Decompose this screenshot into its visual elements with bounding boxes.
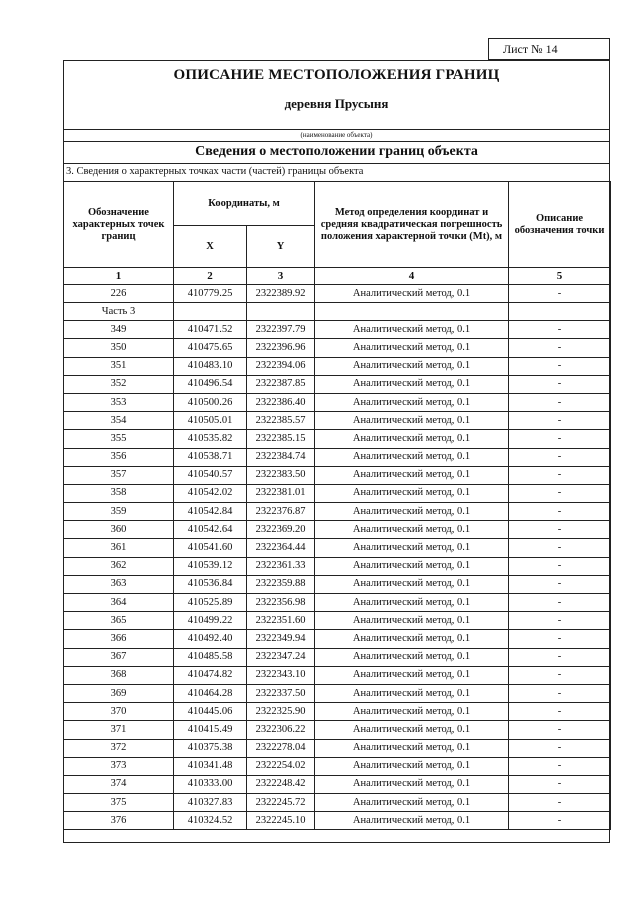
point-cell: 356 (64, 448, 174, 466)
table-row (64, 539, 611, 557)
point-cell: 350 (64, 339, 174, 357)
x-cell: 410540.57 (174, 466, 247, 484)
y-cell: 2322337.50 (247, 684, 315, 702)
method-cell: Аналитический метод, 0.1 (315, 357, 509, 375)
desc-cell: - (509, 321, 611, 339)
col-x-header: X (174, 226, 247, 268)
point-cell: 373 (64, 757, 174, 775)
desc-cell: - (509, 339, 611, 357)
desc-cell: - (509, 794, 611, 812)
desc-cell: - (509, 648, 611, 666)
y-cell: 2322397.79 (247, 321, 315, 339)
y-cell: 2322389.92 (247, 285, 315, 303)
point-cell: 358 (64, 484, 174, 502)
table-row (64, 684, 611, 702)
y-cell: 2322387.85 (247, 375, 315, 393)
table-row (64, 703, 611, 721)
desc-cell: - (509, 575, 611, 593)
table-row (64, 630, 611, 648)
col-point-header: Обозначение характерных точек границ (64, 182, 174, 268)
method-cell: Аналитический метод, 0.1 (315, 412, 509, 430)
x-cell: 410536.84 (174, 575, 247, 593)
table-row (64, 430, 611, 448)
table-row (64, 648, 611, 666)
method-cell: Аналитический метод, 0.1 (315, 794, 509, 812)
desc-cell: - (509, 357, 611, 375)
x-cell: 410535.82 (174, 430, 247, 448)
col-y-header: Y (247, 226, 315, 268)
y-cell: 2322386.40 (247, 393, 315, 411)
point-cell: 352 (64, 375, 174, 393)
x-cell: 410485.58 (174, 648, 247, 666)
method-cell: Аналитический метод, 0.1 (315, 594, 509, 612)
desc-cell: - (509, 703, 611, 721)
method-cell: Аналитический метод, 0.1 (315, 812, 509, 830)
table-row (64, 575, 611, 593)
y-cell: 2322385.15 (247, 430, 315, 448)
y-cell: 2322248.42 (247, 775, 315, 793)
y-cell: 2322361.33 (247, 557, 315, 575)
x-cell: 410475.65 (174, 339, 247, 357)
point-cell: 376 (64, 812, 174, 830)
x-cell: 410779.25 (174, 285, 247, 303)
x-cell: 410445.06 (174, 703, 247, 721)
x-cell: 410415.49 (174, 721, 247, 739)
desc-cell: - (509, 630, 611, 648)
desc-cell: - (509, 430, 611, 448)
part-label: Часть 3 (64, 303, 174, 321)
y-cell: 2322254.02 (247, 757, 315, 775)
section-title: Сведения о местоположении границ объекта (64, 141, 609, 164)
table-row (64, 448, 611, 466)
table-row (64, 557, 611, 575)
method-cell: Аналитический метод, 0.1 (315, 666, 509, 684)
method-cell: Аналитический метод, 0.1 (315, 612, 509, 630)
col-coords-header: Координаты, м (174, 182, 315, 226)
table-row (64, 339, 611, 357)
desc-cell: - (509, 775, 611, 793)
method-cell: Аналитический метод, 0.1 (315, 648, 509, 666)
table-row (64, 357, 611, 375)
desc-cell: - (509, 539, 611, 557)
point-cell: 359 (64, 503, 174, 521)
x-cell: 410471.52 (174, 321, 247, 339)
point-cell: 354 (64, 412, 174, 430)
point-cell: 375 (64, 794, 174, 812)
desc-cell: - (509, 757, 611, 775)
method-cell: Аналитический метод, 0.1 (315, 393, 509, 411)
y-cell: 2322364.44 (247, 539, 315, 557)
x-cell: 410541.60 (174, 539, 247, 557)
bottom-strip (64, 829, 609, 842)
table-row (64, 321, 611, 339)
desc-cell: - (509, 721, 611, 739)
method-cell: Аналитический метод, 0.1 (315, 575, 509, 593)
point-cell: 226 (64, 285, 174, 303)
part-row (64, 303, 611, 321)
table-row (64, 721, 611, 739)
x-cell: 410474.82 (174, 666, 247, 684)
x-cell: 410492.40 (174, 630, 247, 648)
x-cell: 410333.00 (174, 775, 247, 793)
desc-cell: - (509, 684, 611, 702)
point-cell: 355 (64, 430, 174, 448)
x-cell: 410542.02 (174, 484, 247, 502)
y-cell: 2322376.87 (247, 503, 315, 521)
method-cell: Аналитический метод, 0.1 (315, 430, 509, 448)
y-cell: 2322381.01 (247, 484, 315, 502)
col-desc-header: Описание обозначения точки (509, 182, 611, 268)
y-cell: 2322369.20 (247, 521, 315, 539)
table-row (64, 812, 611, 830)
y-cell: 2322325.90 (247, 703, 315, 721)
point-cell: 374 (64, 775, 174, 793)
desc-cell: - (509, 484, 611, 502)
point-cell: 361 (64, 539, 174, 557)
y-cell: 2322396.96 (247, 339, 315, 357)
x-cell: 410542.64 (174, 521, 247, 539)
column-number: 3 (247, 268, 315, 285)
object-caption: (наименование объекта) (64, 129, 609, 142)
method-cell: Аналитический метод, 0.1 (315, 739, 509, 757)
method-cell: Аналитический метод, 0.1 (315, 503, 509, 521)
desc-cell: - (509, 412, 611, 430)
y-cell: 2322347.24 (247, 648, 315, 666)
method-cell: Аналитический метод, 0.1 (315, 539, 509, 557)
point-cell: 353 (64, 393, 174, 411)
document-title: ОПИСАНИЕ МЕСТОПОЛОЖЕНИЯ ГРАНИЦ (173, 67, 500, 83)
x-cell: 410375.38 (174, 739, 247, 757)
method-cell: Аналитический метод, 0.1 (315, 521, 509, 539)
y-cell: 2322245.72 (247, 794, 315, 812)
y-cell: 2322349.94 (247, 630, 315, 648)
x-cell: 410538.71 (174, 448, 247, 466)
column-numbers-row (64, 268, 611, 285)
x-cell: 410327.83 (174, 794, 247, 812)
coordinates-table (63, 181, 611, 830)
point-cell: 360 (64, 521, 174, 539)
point-cell: 366 (64, 630, 174, 648)
object-name: деревня Прусыня (284, 96, 389, 111)
x-cell: 410324.52 (174, 812, 247, 830)
table-header-row (64, 182, 611, 226)
x-cell: 410464.28 (174, 684, 247, 702)
desc-cell: - (509, 448, 611, 466)
table-row (64, 794, 611, 812)
title-block (64, 61, 609, 130)
col-method-header: Метод определения координат и средняя квадратическая погрешность положения характерной точки (Mt), м (315, 182, 509, 268)
table-row (64, 484, 611, 502)
subsection-title: 3. Сведения о характерных точках части (частей) границы объекта (64, 163, 609, 182)
table-row (64, 412, 611, 430)
desc-cell: - (509, 666, 611, 684)
desc-cell: - (509, 812, 611, 830)
table-body (64, 321, 611, 830)
y-cell: 2322343.10 (247, 666, 315, 684)
method-cell: Аналитический метод, 0.1 (315, 321, 509, 339)
table-row (64, 757, 611, 775)
x-cell: 410500.26 (174, 393, 247, 411)
method-cell: Аналитический метод, 0.1 (315, 630, 509, 648)
method-cell: Аналитический метод, 0.1 (315, 557, 509, 575)
table-row (64, 594, 611, 612)
column-number: 4 (315, 268, 509, 285)
y-cell: 2322359.88 (247, 575, 315, 593)
desc-cell: - (509, 557, 611, 575)
point-cell: 351 (64, 357, 174, 375)
desc-cell: - (509, 285, 611, 303)
method-cell: Аналитический метод, 0.1 (315, 721, 509, 739)
desc-cell: - (509, 375, 611, 393)
method-cell: Аналитический метод, 0.1 (315, 684, 509, 702)
method-cell: Аналитический метод, 0.1 (315, 448, 509, 466)
x-cell: 410542.84 (174, 503, 247, 521)
table-row (64, 375, 611, 393)
method-cell: Аналитический метод, 0.1 (315, 466, 509, 484)
x-cell: 410499.22 (174, 612, 247, 630)
table-row (64, 503, 611, 521)
y-cell: 2322351.60 (247, 612, 315, 630)
table-row (64, 666, 611, 684)
x-cell: 410539.12 (174, 557, 247, 575)
point-cell: 369 (64, 684, 174, 702)
table-row (64, 612, 611, 630)
desc-cell: - (509, 594, 611, 612)
point-cell: 370 (64, 703, 174, 721)
y-cell: 2322394.06 (247, 357, 315, 375)
x-cell: 410341.48 (174, 757, 247, 775)
y-cell: 2322245.10 (247, 812, 315, 830)
point-cell: 364 (64, 594, 174, 612)
method-cell: Аналитический метод, 0.1 (315, 484, 509, 502)
point-cell: 363 (64, 575, 174, 593)
point-cell: 367 (64, 648, 174, 666)
y-cell: 2322306.22 (247, 721, 315, 739)
table-row (64, 739, 611, 757)
desc-cell: - (509, 466, 611, 484)
method-cell: Аналитический метод, 0.1 (315, 339, 509, 357)
x-cell: 410496.54 (174, 375, 247, 393)
point-cell: 368 (64, 666, 174, 684)
desc-cell: - (509, 393, 611, 411)
column-number: 1 (64, 268, 174, 285)
method-cell: Аналитический метод, 0.1 (315, 285, 509, 303)
x-cell: 410505.01 (174, 412, 247, 430)
desc-cell: - (509, 521, 611, 539)
table-row (64, 521, 611, 539)
point-cell: 372 (64, 739, 174, 757)
y-cell: 2322383.50 (247, 466, 315, 484)
point-cell: 362 (64, 557, 174, 575)
desc-cell: - (509, 612, 611, 630)
y-cell: 2322384.74 (247, 448, 315, 466)
y-cell: 2322278.04 (247, 739, 315, 757)
desc-cell: - (509, 503, 611, 521)
table-row (64, 466, 611, 484)
y-cell: 2322385.57 (247, 412, 315, 430)
table-row (64, 393, 611, 411)
table-row (64, 285, 611, 303)
point-cell: 371 (64, 721, 174, 739)
method-cell: Аналитический метод, 0.1 (315, 775, 509, 793)
column-number: 5 (509, 268, 611, 285)
point-cell: 357 (64, 466, 174, 484)
sheet-number: Лист № 14 (488, 38, 610, 60)
point-cell: 349 (64, 321, 174, 339)
column-number: 2 (174, 268, 247, 285)
method-cell: Аналитический метод, 0.1 (315, 375, 509, 393)
method-cell: Аналитический метод, 0.1 (315, 757, 509, 775)
desc-cell: - (509, 739, 611, 757)
document-frame (63, 60, 610, 843)
y-cell: 2322356.98 (247, 594, 315, 612)
point-cell: 365 (64, 612, 174, 630)
x-cell: 410525.89 (174, 594, 247, 612)
table-row (64, 775, 611, 793)
x-cell: 410483.10 (174, 357, 247, 375)
method-cell: Аналитический метод, 0.1 (315, 703, 509, 721)
